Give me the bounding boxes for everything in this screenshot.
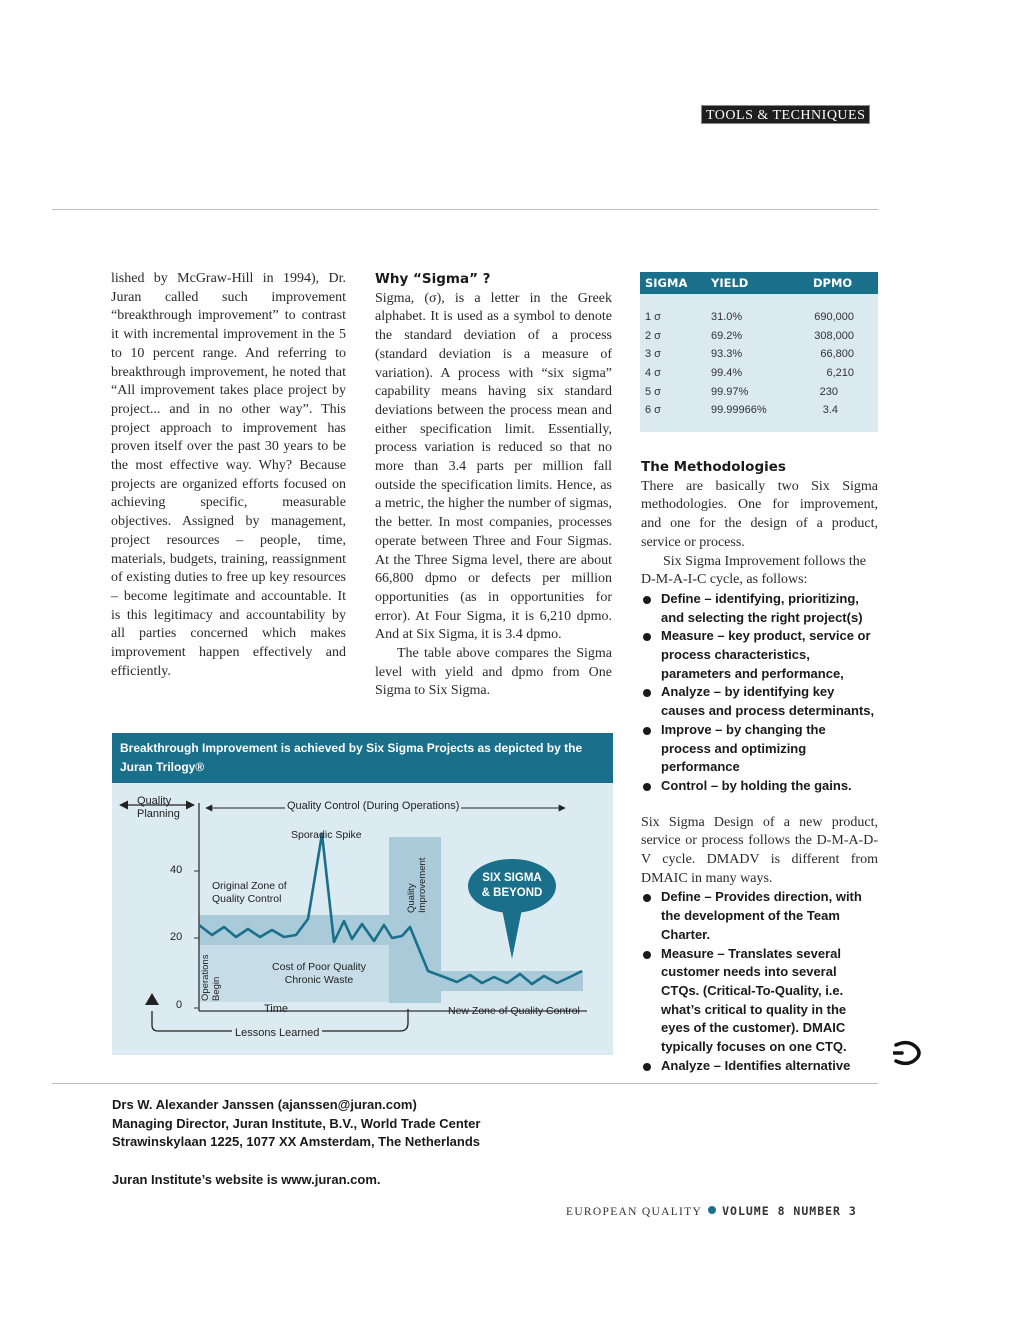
table-cell: 1 σ [645,311,661,323]
website-note: Juran Institute’s website is www.juran.com. [112,1172,381,1187]
table-row [640,364,878,383]
why-sigma-heading: Why “Sigma” ? [375,271,491,287]
table-cell: 93.3% [711,348,743,361]
figure-title: Breakthrough Improvement is achieved by Six Sigma Projects as depicted by the Juran Trilogy® [112,733,613,783]
table-cell: 230 [819,385,838,398]
methodologies-paragraph: There are basically two Six Sigma methodologies. One for improvement, and one for the design of a product, service or process. [641,478,878,550]
table-cell: 99.97% [711,385,749,398]
table-cell: 69.2% [711,329,743,342]
page-footer [566,1204,857,1218]
methodologies-heading: The Methodologies [641,459,786,475]
header-dpmo: DPMO [813,276,853,290]
dmadv-list [641,888,878,1075]
footer-bullet-icon [708,1206,716,1214]
header-divider [52,209,878,210]
y-tick-label: 0 [176,999,183,1011]
table-row [640,401,878,420]
table-compare-paragraph: The table above compares the Sigma level with yield and dpmo from One Sigma to Six Sigma. [375,646,612,699]
sigma-table [640,272,878,432]
author-name: Drs W. Alexander Janssen (ajanssen@juran.com) [112,1097,417,1112]
list-item: Analyze – by identifying key causes and process determinants, [641,683,878,720]
table-row [640,345,878,364]
table-cell: 66,800 [820,348,854,361]
table-cell: 99.4% [711,367,743,380]
footer-divider [52,1083,878,1084]
table-cell: 5 σ [645,385,661,398]
juran-trilogy-figure [112,733,613,1055]
dmadv-intro: Six Sigma Design of a new product, service or process follows the D-M-A-D-V cycle. DMADV is different from DMAIC in many ways. [641,814,878,886]
list-item: Define – Provides direction, with the development of the Team Charter. [641,888,878,944]
table-row [640,327,878,346]
operations-begin-label: Operations Begin [200,954,222,1001]
dmaic-list [641,590,878,796]
dmaic-intro: Six Sigma Improvement follows the D-M-A-I-C cycle, as follows: [641,553,866,588]
column-2 [375,270,612,701]
y-tick-label: 20 [170,931,183,943]
lessons-arrow-icon [145,993,159,1005]
table-row [640,383,878,402]
cost-of-poor-quality-label: Cost of Poor Quality Chronic Waste [272,961,366,986]
table-cell: 99.99966% [711,404,767,417]
sporadic-spike-label: Sporadic Spike [291,829,362,841]
quality-planning-label: Quality Planning [137,795,180,820]
table-cell: 3.4 [822,404,838,417]
section-tag: TOOLS & TECHNIQUES [701,105,870,124]
journal-name: EUROPEAN QUALITY [566,1206,703,1218]
table-cell: 3 σ [645,348,661,361]
column-1-text: lished by McGraw-Hill in 1994), Dr. Juran called such improvement “breakthrough improvement” to contrast it with incremental improvement in the 5 to 10 percent range. And referring to breakthrough improvement, he noted that “All improvement takes place project by project... and in no other way”. This project approach to improvement has proven itself over the past 30 years to be the most effective way. Why? Because projects are organized efforts focused on achieving specific, measurable objectives. Assigned by management, project resources – people, time, materials, budgets, training, reassignment of existing duties to free up key resources – become legitimate and accountable. It is this legitimacy and accountability by all parties concerned which makes improvement happen effectively and efficiently. [111,271,346,679]
table-cell: 6 σ [645,404,661,417]
time-label: Time [264,1003,289,1015]
table-cell: 308,000 [814,329,854,342]
table-cell: 2 σ [645,329,661,342]
lessons-learned-label: Lessons Learned [232,1027,322,1039]
list-item: Measure – key product, service or process characteristics, parameters and performance, [641,627,878,683]
author-address: Strawinskylaan 1225, 1077 XX Amsterdam, The Netherlands [112,1134,481,1150]
why-sigma-paragraph: Sigma, (σ), is a letter in the Greek alphabet. It is used as a symbol to denote the standard deviation of a process (standard deviation is a measure of variation). A process with “six sigma” capability means having six standard deviations between the process mean and either specification limit. Essentially, process variation is reduced so that no more than 3.4 parts per million fall outside the specification limits. Hence, as a metric, the higher the number of sigmas, the better. In most companies, processes operate between Three and Four Sigmas. At the Three Sigma level, there are about 66,800 dpmo or defects per million opportunities (as in opportunities for error). At Four Sigma, it is 6,210 dpmo. And at Six Sigma, it is 3.4 dpmo. [375,290,612,643]
volume-number: VOLUME 8 NUMBER 3 [722,1204,857,1218]
sigma-table-header [640,272,878,294]
author-title: Managing Director, Juran Institute, B.V., World Trade Center [112,1115,481,1131]
table-cell: 6,210 [826,367,854,380]
new-zone-label: New Zone of Quality Control [448,1005,580,1017]
list-item: Measure – Translates several customer needs into several CTQs. (Critical-To-Quality, i.e. what’s critical to quality in the eyes of the customer). DMAIC typically focuses on one CTQ. [641,945,878,1057]
column-1 [111,270,346,681]
header-yield: YIELD [711,276,749,290]
list-item: Control – by holding the gains. [641,777,878,796]
continue-arrow-icon [893,1040,923,1066]
y-tick-label: 40 [170,864,183,876]
table-row [640,308,878,327]
author-block [112,1096,480,1152]
list-item: Define – identifying, prioritizing, and selecting the right project(s) [641,590,878,627]
header-sigma: SIGMA [645,276,688,290]
table-cell: 31.0% [711,311,743,323]
table-cell: 690,000 [814,311,854,323]
quality-improvement-label: Quality Improvement [406,857,428,913]
six-sigma-label: SIX SIGMA & BEYOND [481,872,543,899]
list-item: Improve – by changing the process and optimizing performance [641,721,878,777]
table-cell: 4 σ [645,367,661,380]
column-3 [641,458,878,1076]
list-item: Analyze – Identifies alternative [641,1057,878,1076]
quality-control-label: Quality Control (During Operations) [287,800,460,812]
six-sigma-pointer [502,909,522,959]
original-zone-label: Original Zone of Quality Control [212,880,287,905]
